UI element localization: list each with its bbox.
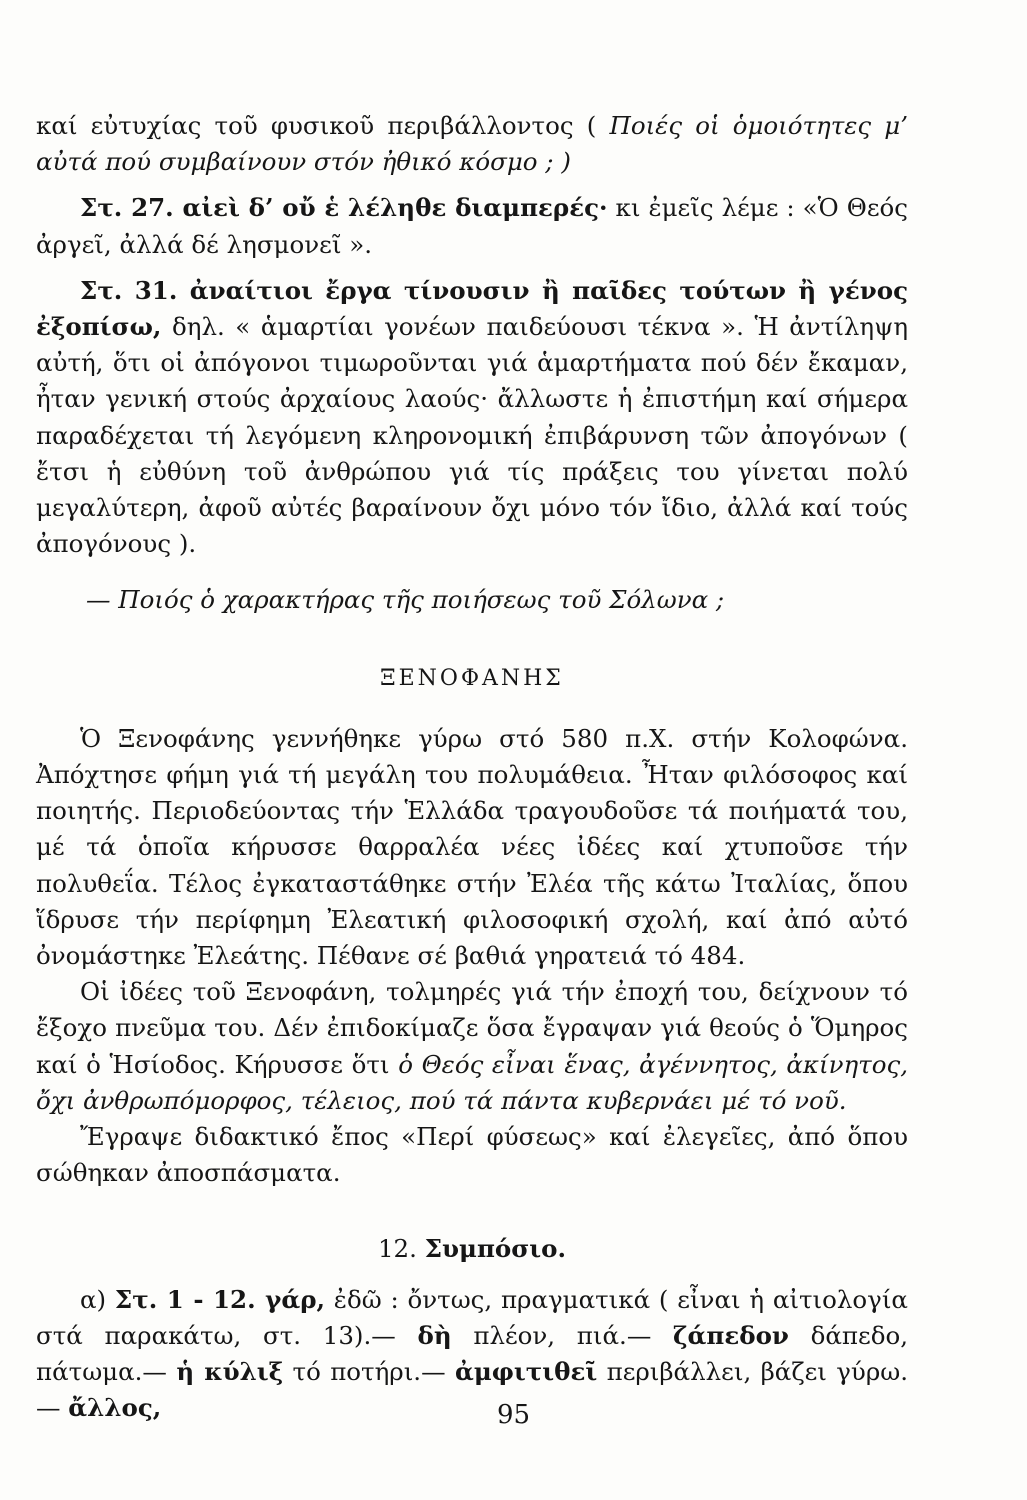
note-ref: Στ. 1 - 12. γάρ, [114,1284,326,1314]
section-title: ΞΕΝΟΦΑΝΗΣ [380,665,564,691]
paragraph-biography: Ὁ Ξενοφάνης γεννήθηκε γύρω στό 580 π.Χ. στήν Κολοφώνα. Ἀπόχτησε φήμη γιά τή μεγάλη του πολυμάθεια. Ἦταν φιλόσοφος καί ποιητής. Περιοδεύοντας τήν Ἑλλάδα τραγουδοῦσε τά ποιήματά του, μέ τά ὁποῖα κήρυσσε θαρραλέα νέες ἰδέες καί χτυποῦσε τήν πολυθεΐα. Τέλος ἐγκαταστάθηκε στήν Ἐλέα τῆς κάτω Ἰταλίας, ὅπου ἵδρυσε τήν περίφημη Ἐλεατική φιλοσοφική σχολή, καί ἀπό αὐτό ὀνομάστηκε Ἐλεάτης. Πέθανε σέ βαθιά γηρατειά τό 484. [36,723,908,971]
italic-doctrine: ὁ Θεός εἶναι ἕνας, ἀγέννητος, ἀκίνητος, ὄχι ἀνθρωπόμορφος, τέλειος, πού τά πάντα κυβερνάει μέ τό νοῦ. [36,1049,908,1115]
italic-question: Ποιές οἱ ὁμοιότητες μ’ αὐτά πού συμβαίνουν στόν ἠθικό κόσμο ; ) [36,111,908,177]
page-number: 95 [496,1400,531,1430]
note-ref: Στ. 31. ἀναίτιοι ἔργα τίνουσιν ἢ παῖδες τούτων ἢ γένος ἐξοπίσω, [36,275,908,342]
gloss-term: δὴ [417,1320,452,1350]
note-st27: Στ. 27. αἰεὶ δ’ οὔ ἑ λέληθε διαμπερές· κι ἐμεῖς λέμε : «Ὁ Θεός ἀργεῖ, ἀλλά δέ λησμονεῖ ». [36,193,908,259]
note-st31: Στ. 31. ἀναίτιοι ἔργα τίνουσιν ἢ παῖδες τούτων ἢ γένος ἐξοπίσω, δηλ. « ἁμαρτίαι γονέων παιδεύουσι τέκνα ». Ἡ ἀντίληψη αὐτή, ὅτι οἱ ἀπόγονοι τιμωροῦνται γιά ἁμαρτήματα πού δέν ἔκαμαν, ἦταν γενική στούς ἀρχαίους λαούς· ἄλλωστε ἡ ἐπιστήμη καί σήμερα παραδέχεται τή λεγόμενη κληρονομική ἐπιβάρυνση τῶν ἀπογόνων ( ἔτσι ἡ εὐθύνη τοῦ ἀνθρώπου γιά τίς πράξεις του γίνεται πολύ μεγαλύτερη, ἀφοῦ αὐτές βαραίνουν ὄχι μόνο τόν ἴδιο, ἀλλά καί τούς ἀπογόνους ). [36,275,908,559]
gloss-term: ἡ κύλιξ [176,1357,284,1387]
main-text [36,108,908,1427]
paragraph-continuation: καί εὐτυχίας τοῦ φυσικοῦ περιβάλλοντος ( Ποιές οἱ ὁμοιότητες μ’ αὐτά πού συμβαίνουν στόν ἠθικό κόσμο ; ) [36,111,908,177]
study-question: — Ποιός ὁ χαρακτήρας τῆς ποιήσεως τοῦ Σόλωνα ; [86,585,725,615]
gloss-term: ἄλλος, [68,1393,162,1423]
poem-heading: 12. Συμπόσιο. [377,1234,567,1264]
gloss-term: ἀμφιτιθεῖ [454,1357,598,1387]
gloss-term: ζάπεδον [673,1320,789,1350]
note-ref: Στ. 27. αἰεὶ δ’ οὔ ἑ λέληθε διαμπερές· [80,193,608,223]
notes-paragraph: α) Στ. 1 - 12. γάρ, ἐδῶ : ὄντως, πραγματικά ( εἶναι ἡ αἰτιολογία στά παρακάτω, στ. 13).— δὴ πλέον, πιά.— ζάπεδον δάπεδο, πάτωμα.— ἡ κύλιξ τό ποτήρι.— ἀμφιτιθεῖ περιβάλλει, βάζει γύρω. — ἄλλος, [36,1284,908,1423]
paragraph-ideas: Οἱ ἰδέες τοῦ Ξενοφάνη, τολμηρές γιά τήν ἐποχή του, δείχνουν τό ἔξοχο πνεῦμα του. Δέν ἐπιδοκίμαζε ὅσα ἔγραψαν γιά θεούς ὁ Ὅμηρος καί ὁ Ἡσίοδος. Κήρυσσε ὅτι ὁ Θεός εἶναι ἕνας, ἀγέννητος, ἀκίνητος, ὄχι ἀνθρωπόμορφος, τέλειος, πού τά πάντα κυβερνάει μέ τό νοῦ. [36,977,908,1115]
paragraph-works: Ἔγραψε διδακτικό ἔπος «Περί φύσεως» καί ἐλεγεῖες, ἀπό ὅπου σώθηκαν ἀποσπάσματα. [36,1122,908,1188]
poem-title: Συμπόσιο. [424,1234,567,1264]
